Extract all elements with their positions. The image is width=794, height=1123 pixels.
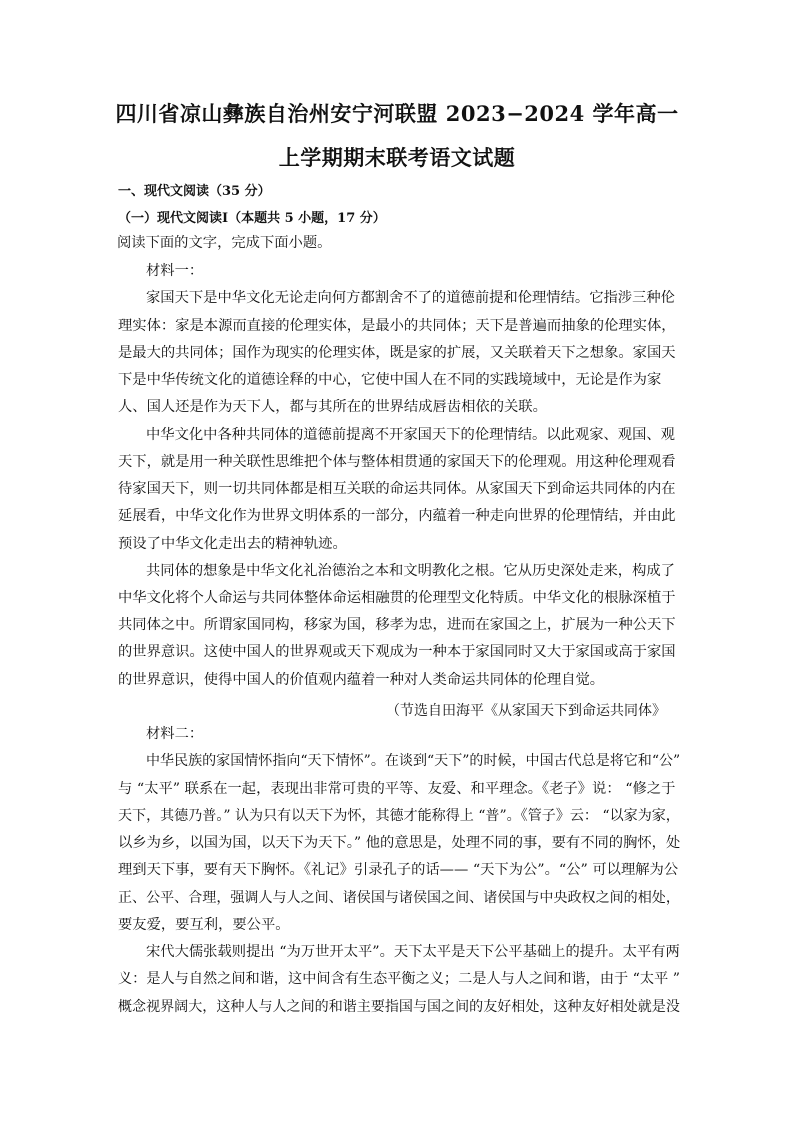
- source-citation: （节选自田海平《从家国天下到命运共同体》: [386, 703, 666, 719]
- body-line: 的世界意识。这使中国人的世界观或天下观成为一种本于家国同时又大于家国或高于家国: [118, 644, 676, 660]
- section-heading: 一、现代文阅读（35 分）: [118, 184, 271, 199]
- body-line: 理到天下事，要有天下胸怀。《礼记》引录孔子的话—— “天下为公”。“公” 可以理解为公: [118, 862, 679, 878]
- body-line: 延展看，中华文化作为世界文明体系的一部分，内蕴着一种走向世界的伦理情结，并由此: [118, 508, 676, 524]
- material-label: 材料二：: [146, 726, 204, 742]
- body-line: 天下，就是用一种关联性思维把个体与整体相贯通的家国天下的伦理观。用这种伦理观看: [118, 454, 676, 470]
- body-line: 中华文化中各种共同体的道德前提离不开家国天下的伦理情结。以此观家、观国、观: [146, 427, 675, 443]
- body-line: 中华文化将个人命运与共同体整体命运相融贯的伦理型文化特质。中华文化的根脉深植于: [118, 590, 676, 606]
- body-line: 共同体之中。所谓家国同构，移家为国，移孝为忠，进而在家国之上，扩展为一种公天下: [118, 617, 676, 633]
- doc-title-line-2: 上学期期末联考语文试题: [278, 145, 516, 170]
- body-line: 人、国人还是作为天下人，都与其所在的世界结成唇齿相依的关联。: [118, 399, 547, 415]
- body-line: 中华民族的家国情怀指向“天下情怀”。在谈到“天下”的时候，中国古代总是将它和“公”: [146, 753, 681, 769]
- subsection-heading: （一）现代文阅读Ⅰ（本题共 5 小题，17 分）: [118, 211, 386, 226]
- body-line: 与 “太平” 联系在一起，表现出非常可贵的平等、友爱、和平理念。《老子》说： “修之于: [118, 781, 676, 797]
- body-line: 预设了中华文化走出去的精神轨迹。: [118, 536, 347, 552]
- body-line: 义：是人与自然之间和谐，这中间含有生态平衡之义；二是人与人之间和谐，由于 “太平 ”: [118, 971, 680, 987]
- body-line: 是最大的共同体；国作为现实的伦理实体，既是家的扩展，又关联着天下之想象。家国天: [118, 345, 676, 361]
- body-line: 天下，其德乃普。” 认为只有以天下为怀，其德才能称得上 “普”。《管子》云： “以家为家，: [118, 808, 680, 824]
- instruction-text: 阅读下面的文字，完成下面小题。: [117, 235, 332, 251]
- body-line: 下是中华传统文化的道德诠释的中心，它使中国人在不同的实践境域中，无论是作为家: [118, 372, 662, 388]
- body-line: 理实体：家是本源而直接的伦理实体，是最小的共同体；天下是普遍而抽象的伦理实体，: [118, 318, 676, 334]
- body-line: 待家国天下，则一切共同体都是相互关联的命运共同体。从家国天下到命运共同体的内在: [118, 481, 676, 497]
- body-line: 要友爱，要互利，要公平。: [118, 917, 290, 933]
- doc-title-line-1: 四川省凉山彝族自治州安宁河联盟 2023−2024 学年高一: [115, 101, 679, 126]
- body-line: 家国天下是中华文化无论走向何方都割舍不了的道德前提和伦理情结。它指涉三种伦: [146, 290, 675, 306]
- body-line: 正、公平、合理，强调人与人之间、诸侯国与诸侯国之间、诸侯国与中央政权之间的相处，: [118, 890, 680, 906]
- body-line: 的世界意识，使得中国人的价值观内蕴着一种对人类命运共同体的伦理自觉。: [118, 672, 605, 688]
- body-line: 宋代大儒张载则提出 “为万世开太平”。天下太平是天下公平基础上的提升。太平有两: [146, 944, 680, 960]
- body-line: 共同体的想象是中华文化礼治德治之本和文明教化之根。它从历史深处走来，构成了: [146, 563, 675, 579]
- body-line: 概念视界阔大，这种人与人之间的和谐主要指国与国之间的友好相处，这种友好相处就是没: [118, 999, 680, 1015]
- material-label: 材料一：: [146, 263, 204, 279]
- body-line: 以乡为乡，以国为国，以天下为天下。” 他的意思是，处理不同的事，要有不同的胸怀，处: [118, 835, 681, 851]
